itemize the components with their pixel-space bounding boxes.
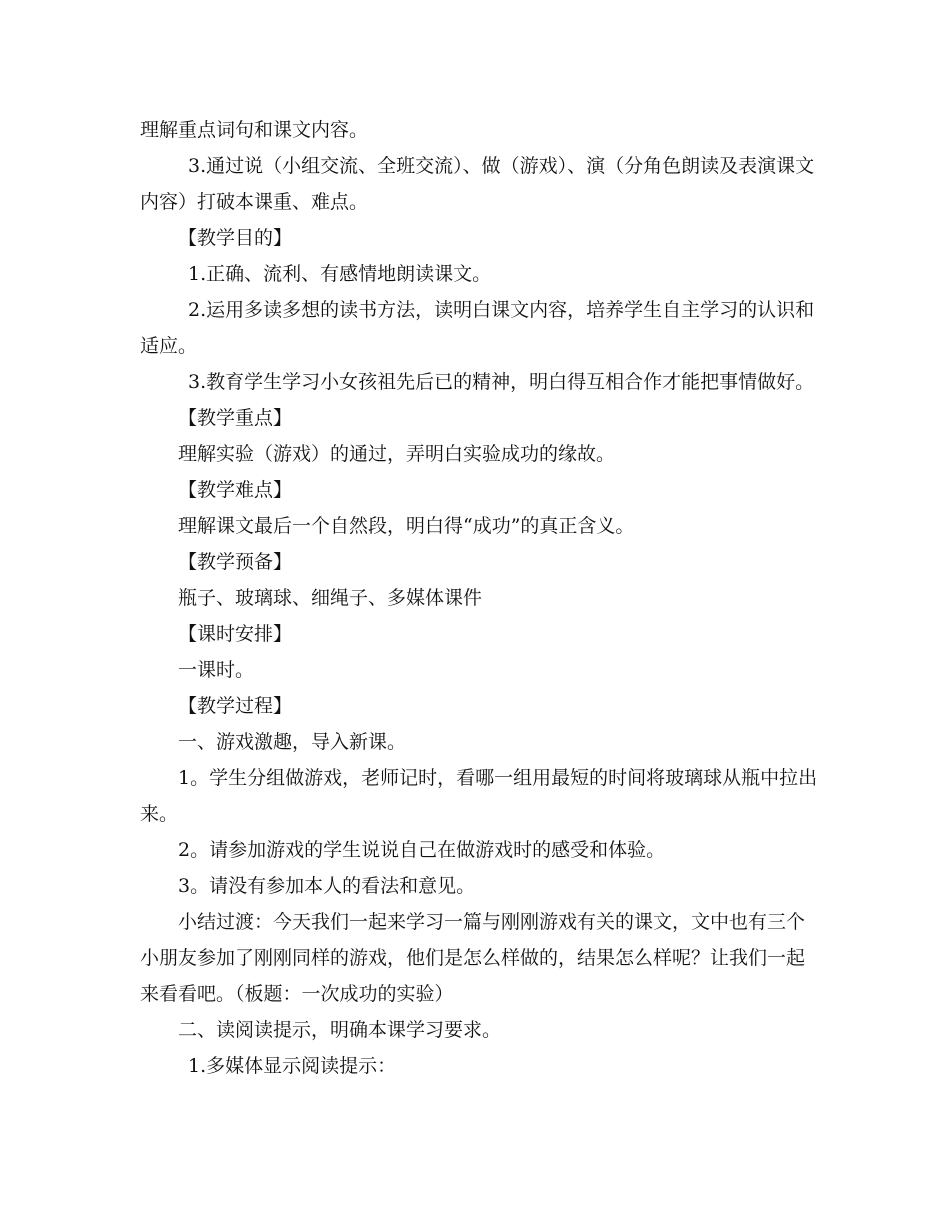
paragraph-20: 小结过渡：今天我们一起来学习一篇与刚刚游戏有关的课文，文中也有三个小朋友参加了刚刚同样的游戏，他们是怎么样做的，结果怎么样呢？让我们一起来看看吧。（板题：一次成功的实验） xyxy=(140,911,806,1005)
section-heading-process: 【教学过程】 xyxy=(178,695,293,717)
section-heading-difficulties: 【教学难点】 xyxy=(178,479,293,501)
paragraph-18: 2。请参加游戏的学生说说自己在做游戏时的感受和体验。 xyxy=(178,839,666,861)
section-heading-objectives: 【教学目的】 xyxy=(178,227,293,249)
paragraph-19: 3。请没有参加本人的看法和意见。 xyxy=(178,875,476,897)
section-heading-preparation: 【教学预备】 xyxy=(178,551,293,573)
paragraph-8: 理解实验（游戏）的通过，弄明白实验成功的缘故。 xyxy=(178,443,616,465)
section-heading-key-points: 【教学重点】 xyxy=(178,407,293,429)
paragraph-1: 理解重点词句和课文内容。 xyxy=(140,119,369,141)
paragraph-16: 一、游戏激趣，导入新课。 xyxy=(178,731,407,753)
paragraph-12: 瓶子、玻璃球、细绳子、多媒体课件 xyxy=(178,587,483,609)
paragraph-17: 1。学生分组做游戏，老师记时，看哪一组用最短的时间将玻璃球从瓶中拉出来。 xyxy=(140,767,818,825)
paragraph-2: 3.通过说（小组交流、全班交流）、做（游戏）、演（分角色朗读及表演课文内容）打破本课重、难点。 xyxy=(140,155,815,213)
paragraph-14: 一课时。 xyxy=(178,659,255,681)
document-body xyxy=(140,112,820,1084)
paragraph-10: 理解课文最后一个自然段，明白得“成功”的真正含义。 xyxy=(178,515,635,537)
paragraph-22: 1.多媒体显示阅读提示： xyxy=(188,1055,397,1077)
paragraph-21: 二、读阅读提示，明确本课学习要求。 xyxy=(178,1019,502,1041)
paragraph-6: 3.教育学生学习小女孩祖先后已的精神，明白得互相合作才能把事情做好。 xyxy=(188,371,815,393)
section-heading-schedule: 【课时安排】 xyxy=(178,623,293,645)
paragraph-5: 2.运用多读多想的读书方法，读明白课文内容，培养学生自主学习的认识和适应。 xyxy=(140,299,815,357)
paragraph-4: 1.正确、流利、有感情地朗读课文。 xyxy=(188,263,492,285)
